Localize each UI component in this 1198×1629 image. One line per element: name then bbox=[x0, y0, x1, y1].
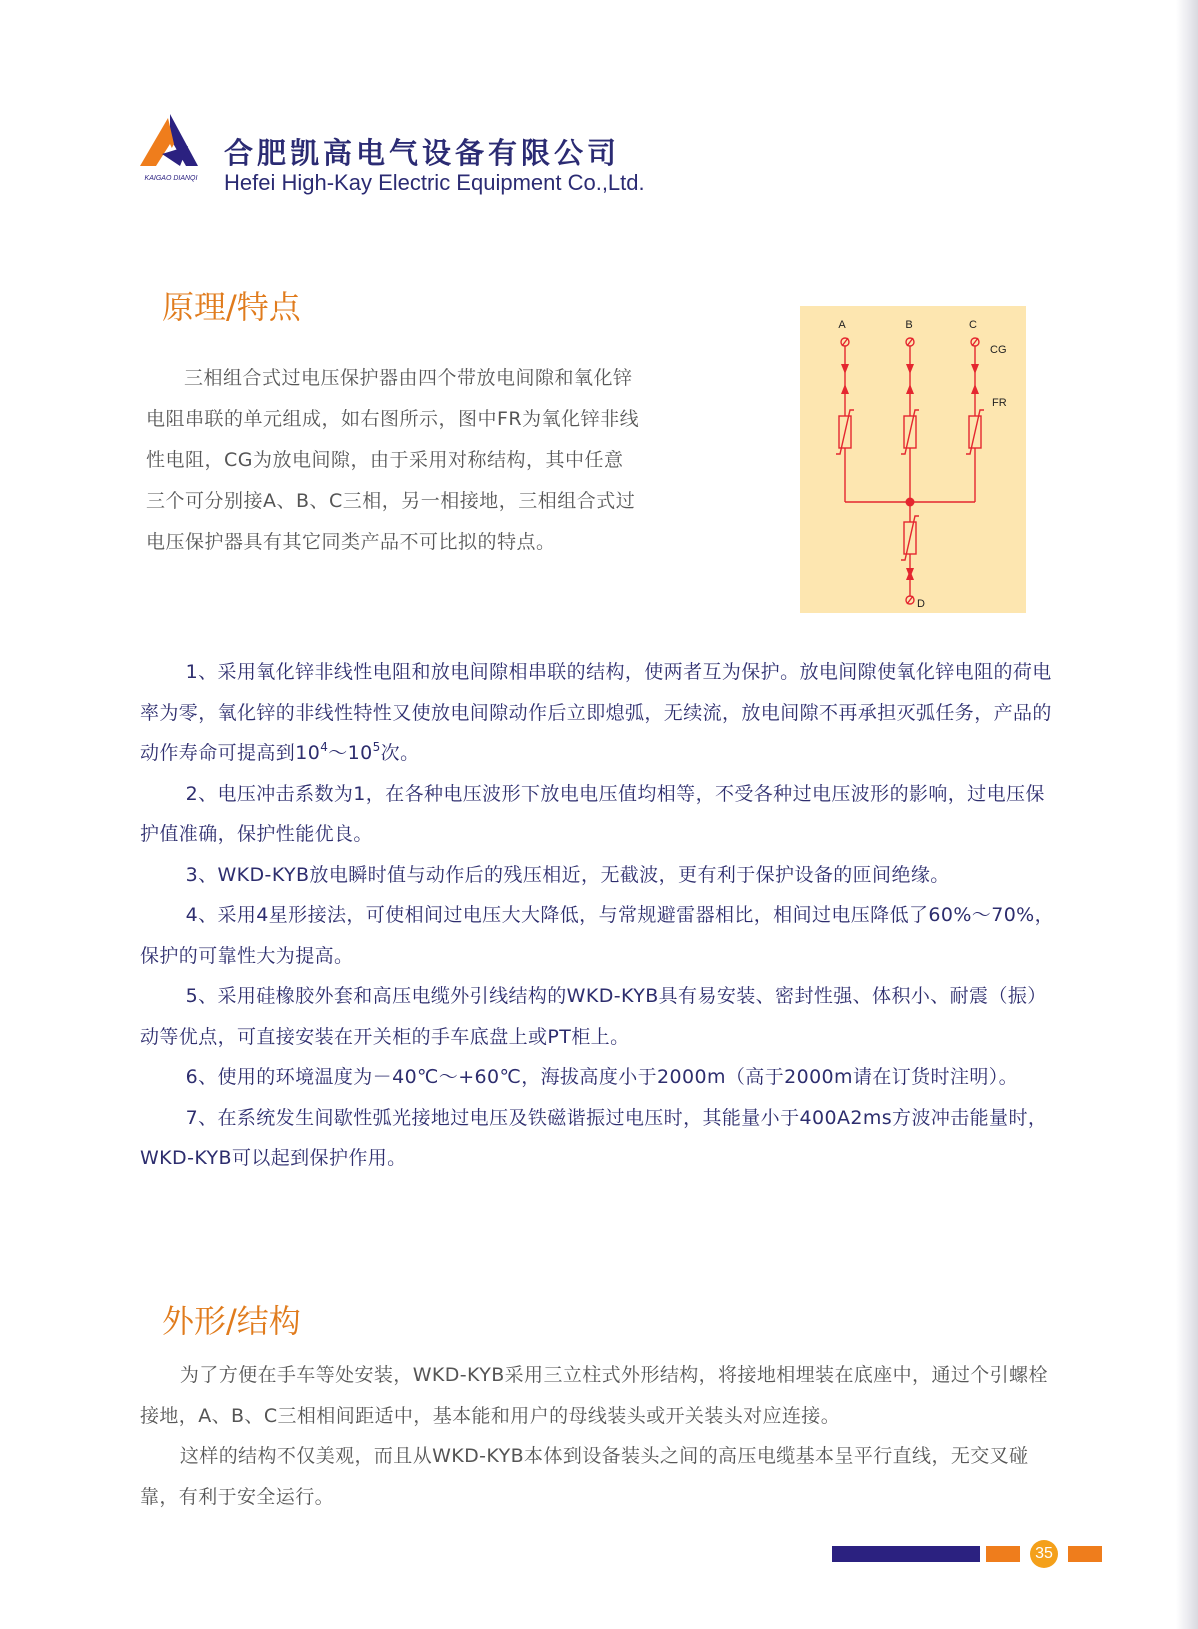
company-name-cn: 合肥凯高电气设备有限公司 bbox=[224, 136, 621, 170]
section-title-principle: 原理/特点 bbox=[162, 288, 301, 326]
circuit-diagram bbox=[800, 306, 1026, 613]
footer-bar-orange-right bbox=[1068, 1546, 1102, 1562]
diagram-label-cg: CG bbox=[990, 344, 1007, 356]
feature-item-4: 4、采用4星形接法，可使相间过电压大大降低，与常规避雷器相比，相间过电压降低了60%～70%，保护的可靠性大为提高。 bbox=[140, 904, 1055, 967]
features-list bbox=[140, 652, 1058, 1179]
company-logo bbox=[140, 114, 202, 186]
feature-item-3: 3、WKD-KYB放电瞬时值与动作后的残压相近，无截波，更有利于保护设备的匝间绝缘。 bbox=[185, 863, 950, 886]
footer-bar-orange-left bbox=[986, 1546, 1020, 1562]
page-number: 35 bbox=[1030, 1540, 1058, 1568]
structure-paragraph-1: 为了方便在手车等处安装，WKD-KYB采用三立柱式外形结构，将接地相埋装在底座中，通过个引螺栓接地，A、B、C三相相间距适中，基本能和用户的母线装头或开关装头对应连接。 bbox=[140, 1364, 1048, 1427]
company-name-en: Hefei High-Kay Electric Equipment Co.,Ltd. bbox=[224, 170, 645, 195]
intro-paragraph: 三相组合式过电压保护器由四个带放电间隙和氧化锌电阻串联的单元组成，如右图所示，图中FR为氧化锌非线性电阻，CG为放电间隙，由于采用对称结构，其中任意三个可分别接A、B、C三相，另一相接地，三相组合式过电压保护器具有其它同类产品不可比拟的特点。 bbox=[146, 367, 640, 553]
junction-node bbox=[906, 498, 915, 507]
feature-item-6: 6、使用的环境温度为－40℃～+60℃，海拔高度小于2000m（高于2000m请在订货时注明）。 bbox=[185, 1066, 1019, 1088]
feature-item-7: 7、在系统发生间歇性弧光接地过电压及铁磁谐振过电压时，其能量小于400A2ms方波冲击能量时，WKD-KYB可以起到保护作用。 bbox=[140, 1106, 1048, 1169]
diagram-label-fr: FR bbox=[992, 397, 1007, 409]
section-title-structure: 外形/结构 bbox=[162, 1302, 301, 1340]
structure-paragraph-2: 这样的结构不仅美观，而且从WKD-KYB本体到设备装头之间的高压电缆基本呈平行直线，无交叉碰靠，有利于安全运行。 bbox=[140, 1445, 1029, 1508]
page-edge-shadow bbox=[1176, 0, 1198, 1629]
footer-bar-navy bbox=[832, 1546, 980, 1562]
diagram-label-c: C bbox=[969, 319, 977, 331]
diagram-label-d: D bbox=[917, 598, 925, 610]
structure-text bbox=[140, 1355, 1058, 1517]
feature-item-2: 2、电压冲击系数为1，在各种电压波形下放电电压值均相等，不受各种过电压波形的影响，过电压保护值准确，保护性能优良。 bbox=[140, 782, 1045, 845]
feature-item-1: 1、采用氧化锌非线性电阻和放电间隙相串联的结构，使两者互为保护。放电间隙使氧化锌电阻的荷电率为零，氧化锌的非线性特性又使放电间隙动作后立即熄弧，无续流，放电间隙不再承担灭弧任务，产品的动作寿命可提高到$10^4\sim 10^5$次。 bbox=[140, 661, 1052, 764]
feature-item-5: 5、采用硅橡胶外套和高压电缆外引线结构的WKD-KYB具有易安装、密封性强、体积小、耐震（振）动等优点，可直接安装在开关柜的手车底盘上或PT柜上。 bbox=[140, 985, 1047, 1048]
diagram-label-b: B bbox=[905, 319, 913, 331]
logo-caption: KAIGAO DIANQI bbox=[144, 175, 198, 182]
diagram-label-a: A bbox=[838, 319, 846, 331]
